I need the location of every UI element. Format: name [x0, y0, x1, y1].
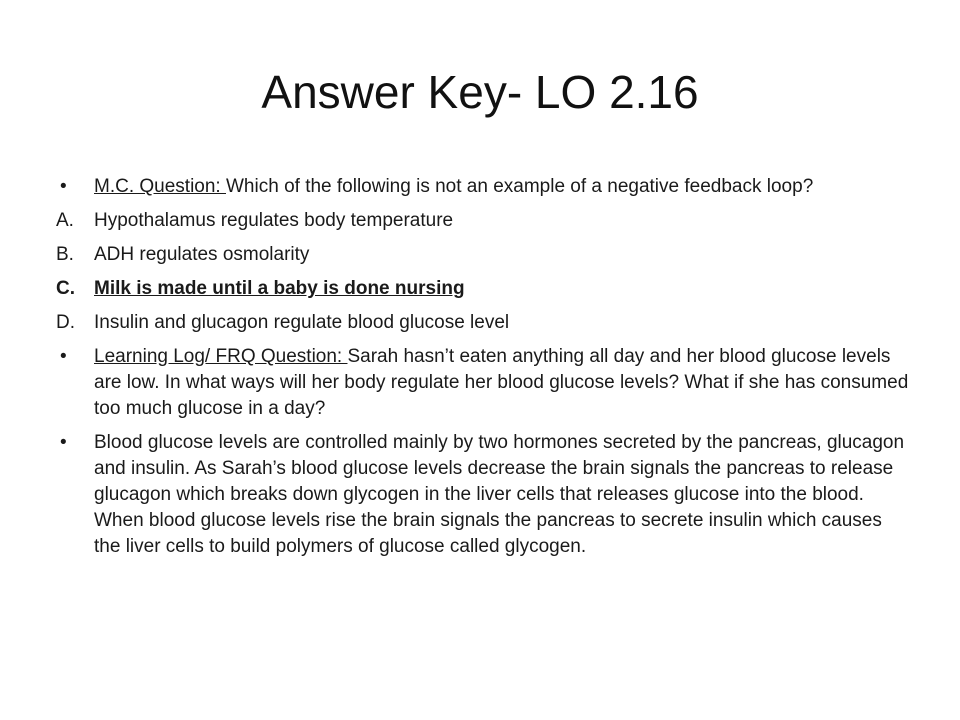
bullet-icon: •: [60, 432, 67, 453]
frq-question-text: Sarah hasn’t eaten anything all day and her blood glucose levels are low. In what ways will her body regulate her blood glucose levels? What if she has consumed too much glucose in a day?: [94, 346, 909, 419]
frq-question-label: Learning Log/ FRQ Question:: [94, 346, 348, 367]
bullet-icon: •: [60, 176, 67, 197]
slide-title: Answer Key- LO 2.16: [261, 66, 699, 118]
mc-option-c-correct: [56, 276, 912, 302]
option-text: Insulin and glucagon regulate blood glucose level: [94, 312, 510, 333]
bullet-icon: •: [60, 346, 67, 367]
option-text: Hypothalamus regulates body temperature: [94, 210, 454, 231]
option-letter: A.: [56, 210, 74, 231]
mc-question-label: M.C. Question:: [94, 176, 226, 197]
frq-answer-item: [56, 430, 912, 560]
mc-option-d: [56, 310, 912, 336]
option-text: ADH regulates osmolarity: [94, 244, 310, 265]
frq-answer-text: Blood glucose levels are controlled mainly by two hormones secreted by the pancreas, glucagon and insulin. As Sarah’s blood glucose levels decrease the brain signals the pancreas to release glucagon which breaks down glycogen in the liver cells that releases glucose into the blood. When blood glucose levels rise the brain signals the pancreas to secrete insulin which causes the liver cells to build polymers of glucose called glycogen.: [94, 432, 905, 557]
mc-question-text: Which of the following is not an example of a negative feedback loop?: [226, 176, 814, 197]
option-letter: D.: [56, 312, 75, 333]
frq-question-item: [56, 344, 912, 422]
option-letter: C.: [56, 278, 75, 299]
option-text: Milk is made until a baby is done nursing: [94, 278, 465, 299]
mc-question-item: [56, 174, 912, 200]
slide-body: [56, 174, 912, 568]
mc-option-b: [56, 242, 912, 268]
mc-option-a: [56, 208, 912, 234]
option-letter: B.: [56, 244, 74, 265]
